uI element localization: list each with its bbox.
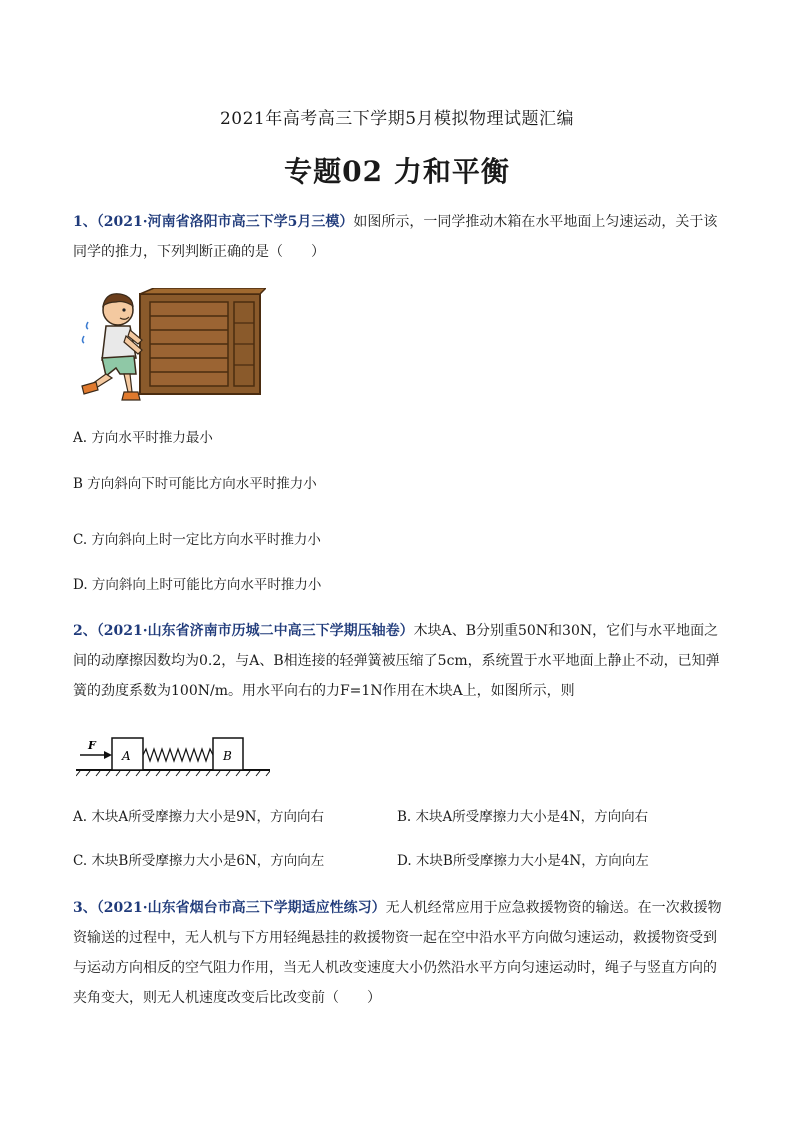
q1-option-a: A. 方向水平时推力最小 [73, 430, 213, 446]
q1-option-d: D. 方向斜向上时可能比方向水平时推力小 [73, 577, 322, 593]
ground-hatching [76, 771, 270, 776]
question-source: （2021·河南省洛阳市高三下学5月三模） [96, 214, 354, 230]
block-b-label: B [223, 749, 232, 763]
force-label: F [88, 739, 96, 752]
question-stem: 如图所示，一同学推动木箱在水平地面上匀速运动，关于该同学的推力，下列判断正确的是（ ） [73, 214, 718, 260]
question-1 [73, 207, 723, 267]
document-subtitle: 2021年高考高三下学期5月模拟物理试题汇编 [219, 109, 575, 129]
q2-option-a: A. 木块A所受摩擦力大小是9N，方向向右 [73, 809, 324, 825]
compressed-spring [143, 749, 213, 761]
question-number: 2、 [73, 623, 97, 639]
q1-option-b: B 方向斜向下时可能比方向水平时推力小 [73, 476, 317, 492]
document-title: 专题02 力和平衡 [284, 155, 510, 188]
wooden-crate-illustration [140, 288, 266, 394]
q2-option-c: C. 木块B所受摩擦力大小是6N，方向向左 [73, 853, 325, 869]
q2-option-d: D. 木块B所受摩擦力大小是4N，方向向左 [397, 853, 649, 869]
question-number: 3、 [73, 900, 97, 916]
question-source: （2021·山东省济南市历城二中高三下学期压轴卷） [96, 623, 414, 639]
block-a-label: A [122, 749, 131, 763]
force-arrowhead [104, 751, 112, 759]
question-2 [73, 616, 723, 706]
question-number: 1、 [73, 214, 97, 230]
question-stem: 木块A、B分别重50N和30N，它们与水平地面之间的动摩擦因数均为0.2，与A、B相连接的轻弹簧被压缩了5cm，系统置于水平地面上静止不动，已知弹簧的劲度系数为100N/m。用水平向右的力F=1N作用在木块A上，如图所示，则 [73, 623, 720, 699]
question-3 [73, 893, 723, 1013]
question-stem: 无人机经常应用于应急救援物资的输送。在一次救援物资输送的过程中，无人机与下方用轻绳悬挂的救援物资一起在空中沿水平方向做匀速运动，救援物资受到与运动方向相反的空气阻力作用，当无人机改变速度大小仍然沿水平方向匀速运动时，绳子与竖直方向的夹角变大，则无人机速度改变后比改变前（ ） [73, 900, 722, 1006]
boy-illustration [82, 294, 142, 400]
q1-option-c: C. 方向斜向上时一定比方向水平时推力小 [73, 532, 321, 548]
question-source: （2021·山东省烟台市高三下学期适应性练习） [96, 900, 386, 916]
q2-option-b: B. 木块A所受摩擦力大小是4N，方向向右 [397, 809, 649, 825]
spring-blocks-figure [76, 735, 270, 777]
boy-pushing-crate-figure [76, 288, 266, 403]
